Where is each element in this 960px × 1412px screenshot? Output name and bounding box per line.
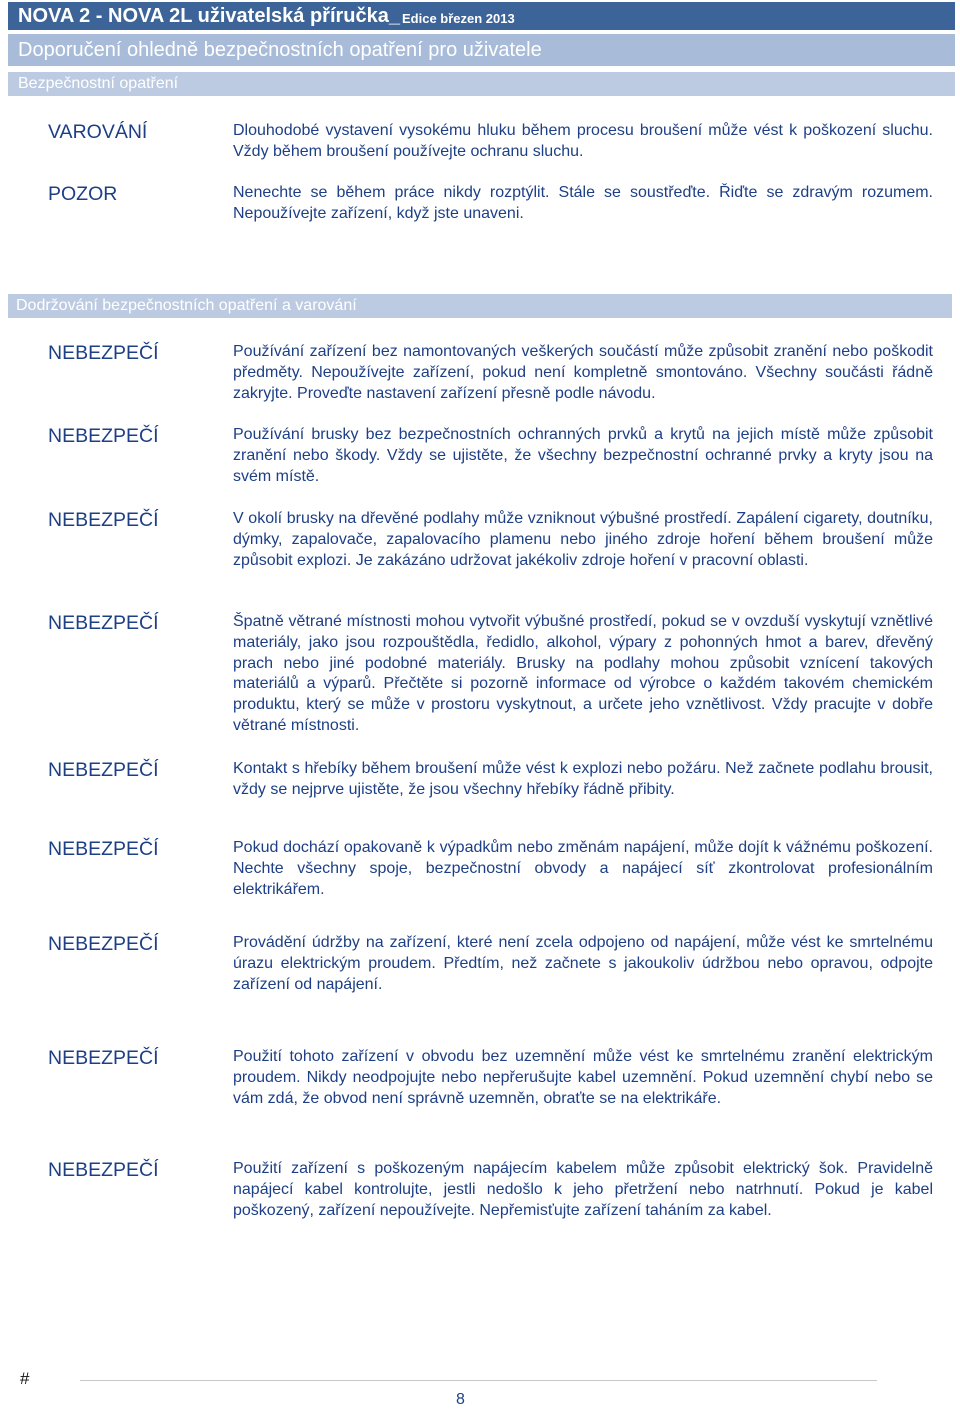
section-heading-compliance: Dodržování bezpečnostních opatření a varování bbox=[8, 294, 952, 318]
section-heading-safety-measures: Bezpečnostní opatření bbox=[8, 72, 955, 96]
document-title: NOVA 2 - NOVA 2L uživatelská příručka_ bbox=[18, 4, 400, 27]
entry-label: POZOR bbox=[48, 183, 118, 205]
entry-label: NEBEZPEČÍ bbox=[48, 425, 159, 447]
entry-label: VAROVÁNÍ bbox=[48, 121, 148, 143]
entry-text: V okolí brusky na dřevěné podlahy může vzniknout výbušné prostředí. Zapálení cigarety, doutníku, dýmky, zapalovače, zapalovacího plamenu nebo jiného zdroje hoření během broušení může způsobit explozi. Je zakázáno udržovat jakékoliv zdroje hoření v pracovní oblasti. bbox=[233, 510, 933, 569]
entry-label: NEBEZPEČÍ bbox=[48, 509, 159, 531]
document-edition: Edice březen 2013 bbox=[402, 11, 515, 26]
entry-text: Špatně větrané místnosti mohou vytvořit výbušné prostředí, pokud se v ovzduší vyskytují vznětlivé materiály, jako jsou rozpouštědla, ředidlo, alkohol, výpary z pohonných hmot a barev, dřevěný prach nebo jiné podobné materiály. Brusky na podlahy mohou způsobit vznícení takových materiálů a výparů. Přečtěte si pozorně informace od výrobce o každém takovém chemickém produktu, který se může v prostoru vyskytnout, a určete jeho vznětlivost. Vždy pracujte v dobře větrané místnosti. bbox=[233, 613, 933, 734]
chapter-title: Doporučení ohledně bezpečnostních opatření pro uživatele bbox=[8, 34, 955, 66]
entry-label: NEBEZPEČÍ bbox=[48, 759, 159, 781]
entry-text: Používání zařízení bez namontovaných veškerých součástí může způsobit zranění nebo poškodit předměty. Nepoužívejte zařízení, pokud není kompletně smontováno. Všechny součásti řádně zakryjte. Proveďte nastavení zařízení přesně podle návodu. bbox=[233, 343, 933, 402]
entry-text: Používání brusky bez bezpečnostních ochranných prvků a krytů na jejich místě může způsobit zranění nebo škody. Vždy se ujistěte, že všechny bezpečnostní ochranné prvky a kryty jsou na svém místě. bbox=[233, 426, 933, 485]
entry-text: Kontakt s hřebíky během broušení může vést k explozi nebo požáru. Než začnete podlahu brousit, vždy se nejprve ujistěte, že jsou všechny hřebíky řádně přibity. bbox=[233, 760, 933, 798]
entry-label: NEBEZPEČÍ bbox=[48, 838, 159, 860]
document-title-bar bbox=[8, 2, 955, 30]
entry-text: Dlouhodobé vystavení vysokému hluku během procesu broušení může vést k poškození sluchu. Vždy během broušení používejte ochranu sluchu. bbox=[233, 122, 933, 160]
entry-label: NEBEZPEČÍ bbox=[48, 1047, 159, 1069]
page-number: 8 bbox=[456, 1391, 465, 1408]
entry-label: NEBEZPEČÍ bbox=[48, 933, 159, 955]
entry-text: Provádění údržby na zařízení, které není zcela odpojeno od napájení, může vést ke smrtelnému úrazu elektrickým proudem. Předtím, než začnete s jakoukoliv údržbou nebo opravou, odpojte zařízení od napájení. bbox=[233, 934, 933, 993]
entry-text: Použití zařízení s poškozeným napájecím kabelem může způsobit elektrický šok. Pravidelně napájecí kabel kontrolujte, jestli nedošlo k jeho přetržení nebo natrhnutí. Pokud je kabel poškozený, zařízení nepoužívejte. Nepřemisťujte zařízení taháním za kabel. bbox=[233, 1160, 933, 1219]
footer-divider bbox=[80, 1380, 877, 1381]
entry-text: Nenechte se během práce nikdy rozptýlit. Stále se soustřeďte. Řiďte se zdravým rozumem. Nepoužívejte zařízení, když jste unaveni. bbox=[233, 184, 933, 222]
entry-text: Pokud dochází opakovaně k výpadkům nebo změnám napájení, může dojít k vážnému poškození. Nechte všechny spoje, bezpečnostní obvody a napájecí síť zkontrolovat profesionálním elektrikářem. bbox=[233, 839, 933, 898]
footer-hash: # bbox=[20, 1369, 30, 1388]
entry-label: NEBEZPEČÍ bbox=[48, 612, 159, 634]
entry-text: Použití tohoto zařízení v obvodu bez uzemnění může vést ke smrtelnému zranění elektrickým proudem. Nikdy neodpojujte nebo nepřerušujte kabel uzemnění. Pokud uzemnění chybí nebo se vám zdá, že obvod není správně uzemněn, obraťte se na elektrikáře. bbox=[233, 1048, 933, 1107]
entry-label: NEBEZPEČÍ bbox=[48, 342, 159, 364]
entry-label: NEBEZPEČÍ bbox=[48, 1159, 159, 1181]
